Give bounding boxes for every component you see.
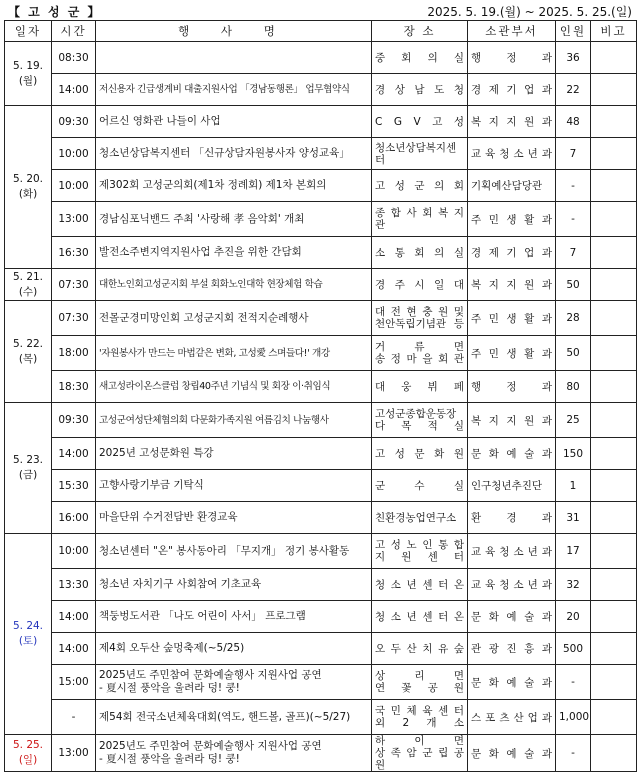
event-title: '자원봉사가 만드는 마법같은 변화, 고성愛 스며들다!' 개강 bbox=[96, 336, 372, 371]
note-cell bbox=[591, 700, 637, 735]
count-cell: - bbox=[556, 665, 591, 700]
event-title: 대한노인회고성군지회 부설 회화노인대학 현장체험 학습 bbox=[96, 269, 372, 301]
col-date: 일자 bbox=[5, 21, 52, 42]
col-note: 비고 bbox=[591, 21, 637, 42]
time-cell: 16:00 bbox=[52, 502, 96, 534]
note-cell bbox=[591, 301, 637, 336]
count-cell: 22 bbox=[556, 74, 591, 106]
count-cell: 150 bbox=[556, 438, 591, 470]
event-title: 제54회 전국소년체육대회(역도, 핸드볼, 골프)(~5/27) bbox=[96, 700, 372, 735]
note-cell bbox=[591, 336, 637, 371]
event-title: 전몰군경미망인회 고성군지회 전적지순례행사 bbox=[96, 301, 372, 336]
time-cell: 13:30 bbox=[52, 569, 96, 601]
col-place: 장 소 bbox=[372, 21, 468, 42]
place-cell: 고 성 노 인 통 합 지 원 센 터 bbox=[372, 534, 468, 569]
place-cell: 오 두 산 치 유 숲 bbox=[372, 633, 468, 665]
event-title: 제302회 고성군의회(제1차 정례회) 제1차 본회의 bbox=[96, 170, 372, 202]
dept-cell: 문 화 예 술 과 bbox=[468, 438, 556, 470]
count-cell: - bbox=[556, 170, 591, 202]
header-row bbox=[5, 21, 637, 42]
date-cell: 5. 21. (수) bbox=[5, 269, 52, 301]
time-cell: - bbox=[52, 700, 96, 735]
dept-cell: 행 정 과 bbox=[468, 371, 556, 403]
count-cell: 48 bbox=[556, 106, 591, 138]
event-title: 발전소주변지역지원사업 추진을 위한 간담회 bbox=[96, 237, 372, 269]
place-cell: 청 소 년 센 터 온 bbox=[372, 601, 468, 633]
note-cell bbox=[591, 170, 637, 202]
table-row bbox=[5, 74, 637, 106]
note-cell bbox=[591, 42, 637, 74]
dept-cell: 문 화 예 술 과 bbox=[468, 601, 556, 633]
event-title: 제4회 오두산 숲멍축제(~5/25) bbox=[96, 633, 372, 665]
note-cell bbox=[591, 502, 637, 534]
time-cell: 18:30 bbox=[52, 371, 96, 403]
dept-cell: 기획예산담당관 bbox=[468, 170, 556, 202]
dept-cell: 경 제 기 업 과 bbox=[468, 74, 556, 106]
dept-cell: 복 지 지 원 과 bbox=[468, 269, 556, 301]
table-row bbox=[5, 569, 637, 601]
count-cell: 50 bbox=[556, 336, 591, 371]
place-cell: 대 전 현 충 원 및 천안독립기념관 등 bbox=[372, 301, 468, 336]
count-cell: 1,000 bbox=[556, 700, 591, 735]
place-cell: 청 소 년 센 터 온 bbox=[372, 569, 468, 601]
place-cell: 대 웅 뷔 페 bbox=[372, 371, 468, 403]
dept-cell: 경 제 기 업 과 bbox=[468, 237, 556, 269]
dept-cell: 교 육 청 소 년 과 bbox=[468, 569, 556, 601]
place-cell: 군 수 실 bbox=[372, 470, 468, 502]
note-cell bbox=[591, 202, 637, 237]
event-title: 경남심포닉밴드 주최 '사랑해 孝 음악회' 개최 bbox=[96, 202, 372, 237]
time-cell: 10:00 bbox=[52, 170, 96, 202]
dept-cell: 교 육 청 소 년 과 bbox=[468, 534, 556, 569]
table-row bbox=[5, 170, 637, 202]
note-cell bbox=[591, 735, 637, 772]
dept-cell: 환 경 과 bbox=[468, 502, 556, 534]
table-row bbox=[5, 502, 637, 534]
dept-cell: 주 민 생 활 과 bbox=[468, 202, 556, 237]
note-cell bbox=[591, 569, 637, 601]
count-cell: 7 bbox=[556, 138, 591, 170]
time-cell: 15:30 bbox=[52, 470, 96, 502]
col-event: 행 사 명 bbox=[96, 21, 372, 42]
table-row bbox=[5, 371, 637, 403]
table-row bbox=[5, 138, 637, 170]
place-cell: 경 주 시 일 대 bbox=[372, 269, 468, 301]
note-cell bbox=[591, 665, 637, 700]
count-cell: 36 bbox=[556, 42, 591, 74]
date-cell: 5. 19. (월) bbox=[5, 42, 52, 106]
time-cell: 16:30 bbox=[52, 237, 96, 269]
note-cell bbox=[591, 371, 637, 403]
note-cell bbox=[591, 633, 637, 665]
period-label: 2025. 5. 19.(월) ~ 2025. 5. 25.(일) bbox=[427, 5, 632, 19]
count-cell: 50 bbox=[556, 269, 591, 301]
dept-cell: 주 민 생 활 과 bbox=[468, 336, 556, 371]
table-row bbox=[5, 438, 637, 470]
schedule-table bbox=[4, 20, 637, 772]
note-cell bbox=[591, 403, 637, 438]
event-title: 2025년 고성문화원 특강 bbox=[96, 438, 372, 470]
time-cell: 14:00 bbox=[52, 438, 96, 470]
table-row bbox=[5, 42, 637, 74]
event-title bbox=[96, 42, 372, 74]
place-cell: C G V 고 성 bbox=[372, 106, 468, 138]
event-title: 책둥벙도서관 「나도 어린이 사서」 프로그램 bbox=[96, 601, 372, 633]
event-title: 청소년 자치기구 사회참여 기초교육 bbox=[96, 569, 372, 601]
table-row bbox=[5, 403, 637, 438]
count-cell: 17 bbox=[556, 534, 591, 569]
table-row bbox=[5, 735, 637, 772]
dept-cell: 복 지 지 원 과 bbox=[468, 403, 556, 438]
dept-cell: 스 포 츠 산 업 과 bbox=[468, 700, 556, 735]
time-cell: 09:30 bbox=[52, 106, 96, 138]
dept-cell: 문 화 예 술 과 bbox=[468, 735, 556, 772]
time-cell: 14:00 bbox=[52, 601, 96, 633]
col-count: 인원 bbox=[556, 21, 591, 42]
dept-cell: 행 정 과 bbox=[468, 42, 556, 74]
time-cell: 08:30 bbox=[52, 42, 96, 74]
table-row bbox=[5, 665, 637, 700]
note-cell bbox=[591, 470, 637, 502]
event-title: 청소년상담복지센터 「신규상담자원봉사자 양성교육」 bbox=[96, 138, 372, 170]
event-title: 청소년센터 "온" 봉사동아리 「무지개」 정기 봉사활동 bbox=[96, 534, 372, 569]
time-cell: 07:30 bbox=[52, 269, 96, 301]
event-title: 어르신 영화관 나들이 사업 bbox=[96, 106, 372, 138]
dept-cell: 주 민 생 활 과 bbox=[468, 301, 556, 336]
time-cell: 15:00 bbox=[52, 665, 96, 700]
count-cell: 25 bbox=[556, 403, 591, 438]
time-cell: 14:00 bbox=[52, 633, 96, 665]
table-row bbox=[5, 269, 637, 301]
place-cell: 고 성 문 화 원 bbox=[372, 438, 468, 470]
region-title: 【 고 성 군 】 bbox=[8, 5, 102, 19]
table-row bbox=[5, 237, 637, 269]
col-time: 시간 bbox=[52, 21, 96, 42]
place-cell: 고 성 군 의 회 bbox=[372, 170, 468, 202]
dept-cell: 교 육 청 소 년 과 bbox=[468, 138, 556, 170]
schedule-body bbox=[5, 42, 637, 772]
note-cell bbox=[591, 438, 637, 470]
table-row bbox=[5, 106, 637, 138]
col-dept: 소관부서 bbox=[468, 21, 556, 42]
place-cell: 고성군종합운동장 다 목 적 실 bbox=[372, 403, 468, 438]
place-cell: 친환경농업연구소 bbox=[372, 502, 468, 534]
date-cell: 5. 22. (목) bbox=[5, 301, 52, 403]
count-cell: 80 bbox=[556, 371, 591, 403]
count-cell: 28 bbox=[556, 301, 591, 336]
count-cell: 1 bbox=[556, 470, 591, 502]
note-cell bbox=[591, 138, 637, 170]
place-cell: 하 이 면 상 족 암 군 립 공 원 bbox=[372, 735, 468, 772]
event-title: 새고성라이온스클럽 창립40주년 기념식 및 회장 이·취임식 bbox=[96, 371, 372, 403]
place-cell: 청소년상담복지센터 bbox=[372, 138, 468, 170]
count-cell: - bbox=[556, 202, 591, 237]
event-title: 2025년도 주민참여 문화예술행사 지원사업 공연 - 夏시절 풍악을 울려라 덩! 쿵! bbox=[96, 735, 372, 772]
time-cell: 18:00 bbox=[52, 336, 96, 371]
place-cell: 소 통 회 의 실 bbox=[372, 237, 468, 269]
table-row bbox=[5, 700, 637, 735]
date-cell: 5. 23. (금) bbox=[5, 403, 52, 534]
time-cell: 10:00 bbox=[52, 534, 96, 569]
place-cell: 국 민 체 육 센 터 외 2 개 소 bbox=[372, 700, 468, 735]
table-row bbox=[5, 202, 637, 237]
time-cell: 14:00 bbox=[52, 74, 96, 106]
event-title: 고향사랑기부금 기탁식 bbox=[96, 470, 372, 502]
event-title: 2025년도 주민참여 문화예술행사 지원사업 공연 - 夏시절 풍악을 울려라 덩! 쿵! bbox=[96, 665, 372, 700]
table-row bbox=[5, 534, 637, 569]
event-title: 마을단위 수거전담반 환경교육 bbox=[96, 502, 372, 534]
note-cell bbox=[591, 601, 637, 633]
page-header bbox=[0, 0, 640, 20]
count-cell: 20 bbox=[556, 601, 591, 633]
date-cell: 5. 20. (화) bbox=[5, 106, 52, 269]
place-cell: 종 합 사 회 복 지 관 bbox=[372, 202, 468, 237]
dept-cell: 인구청년추진단 bbox=[468, 470, 556, 502]
time-cell: 13:00 bbox=[52, 735, 96, 772]
table-row bbox=[5, 301, 637, 336]
note-cell bbox=[591, 269, 637, 301]
count-cell: 31 bbox=[556, 502, 591, 534]
table-row bbox=[5, 470, 637, 502]
note-cell bbox=[591, 106, 637, 138]
dept-cell: 관 광 진 흥 과 bbox=[468, 633, 556, 665]
date-cell: 5. 24. (토) bbox=[5, 534, 52, 735]
dept-cell: 문 화 예 술 과 bbox=[468, 665, 556, 700]
place-cell: 경 상 남 도 청 bbox=[372, 74, 468, 106]
time-cell: 07:30 bbox=[52, 301, 96, 336]
event-title: 고성군여성단체협의회 다문화가족지원 여름김치 나눔행사 bbox=[96, 403, 372, 438]
count-cell: - bbox=[556, 735, 591, 772]
date-cell: 5. 25. (일) bbox=[5, 735, 52, 772]
place-cell: 중 회 의 실 bbox=[372, 42, 468, 74]
note-cell bbox=[591, 74, 637, 106]
time-cell: 10:00 bbox=[52, 138, 96, 170]
note-cell bbox=[591, 534, 637, 569]
event-title: 저신용자 긴급생계비 대출지원사업 「경남동행론」 업무협약식 bbox=[96, 74, 372, 106]
time-cell: 13:00 bbox=[52, 202, 96, 237]
table-row bbox=[5, 633, 637, 665]
count-cell: 500 bbox=[556, 633, 591, 665]
table-row bbox=[5, 601, 637, 633]
table-row bbox=[5, 336, 637, 371]
dept-cell: 복 지 지 원 과 bbox=[468, 106, 556, 138]
time-cell: 09:30 bbox=[52, 403, 96, 438]
place-cell: 거 류 면 송 정 마 을 회 관 bbox=[372, 336, 468, 371]
count-cell: 32 bbox=[556, 569, 591, 601]
count-cell: 7 bbox=[556, 237, 591, 269]
note-cell bbox=[591, 237, 637, 269]
place-cell: 상 리 면 연 꽃 공 원 bbox=[372, 665, 468, 700]
